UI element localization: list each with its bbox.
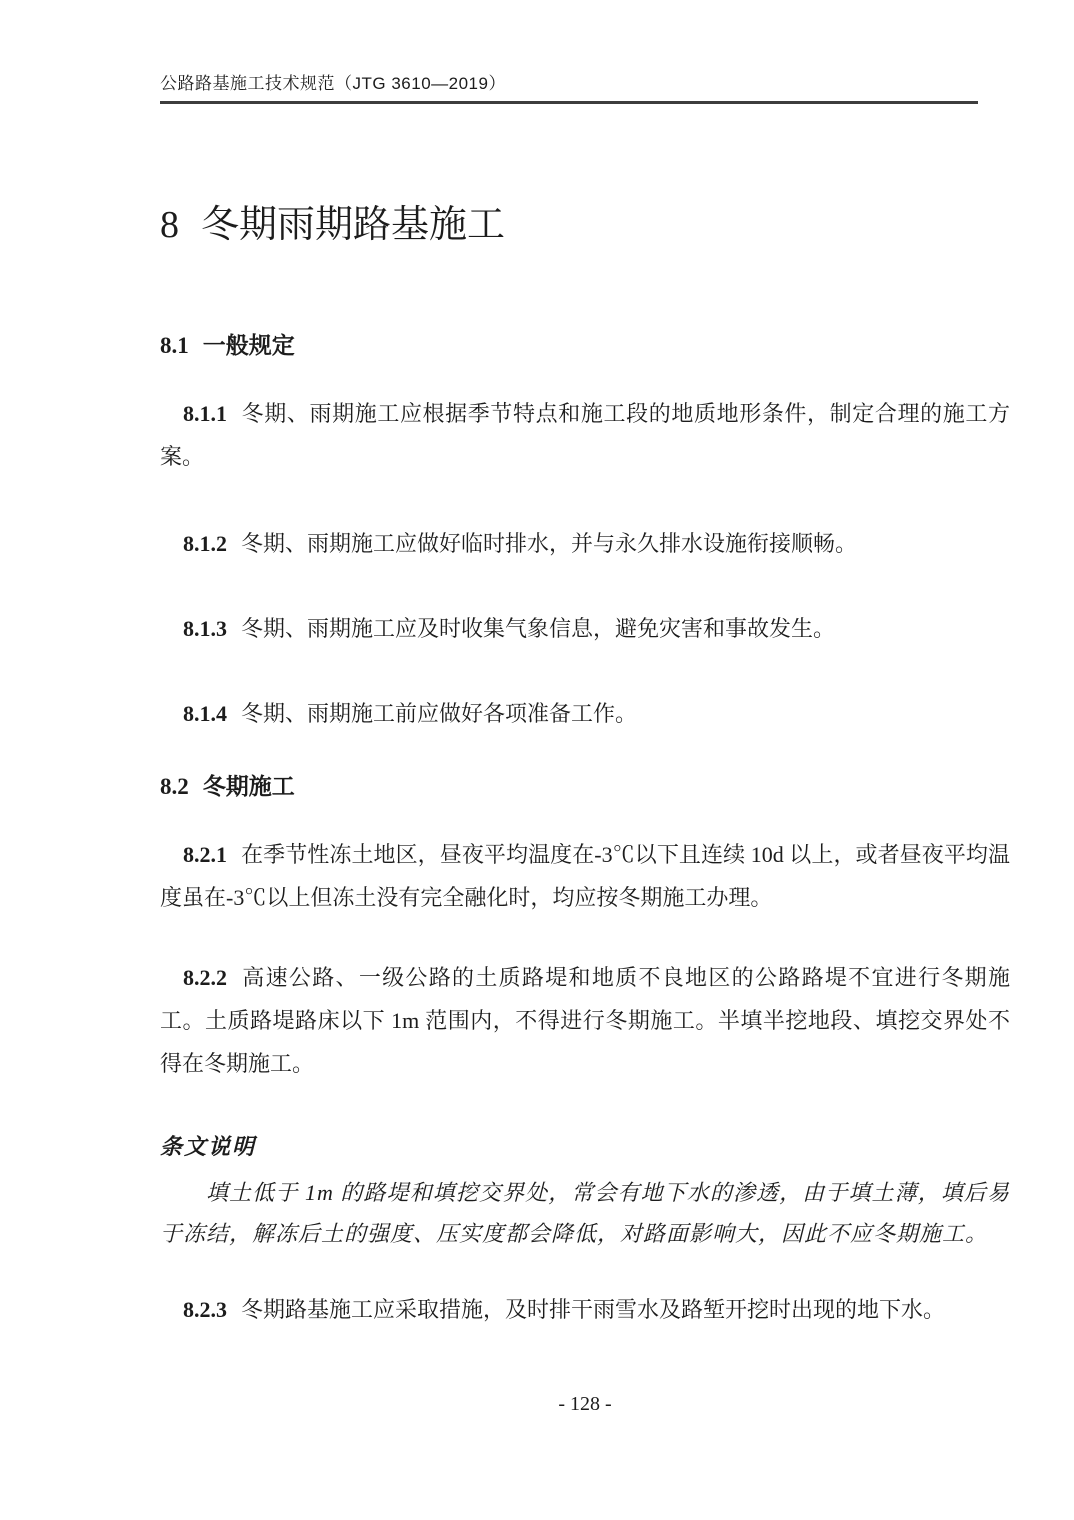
section-label: 冬期施工 bbox=[202, 773, 295, 799]
clause-8-1-4 bbox=[160, 692, 1010, 735]
running-header-title: 公路路基施工技术规范（JTG 3610—2019） bbox=[160, 74, 506, 93]
page-footer bbox=[160, 1392, 1010, 1416]
clause-text: 冬期、雨期施工应及时收集气象信息，避免灾害和事故发生。 bbox=[241, 616, 836, 641]
chapter-number: 8 bbox=[160, 204, 179, 246]
clause-number: 8.1.2 bbox=[183, 531, 227, 556]
clause-8-2-1 bbox=[160, 833, 1010, 919]
clause-number: 8.1.4 bbox=[183, 701, 227, 726]
clause-text: 冬期、雨期施工前应做好各项准备工作。 bbox=[241, 701, 638, 726]
clause-number: 8.1.1 bbox=[183, 401, 227, 426]
clause-8-2-2 bbox=[160, 956, 1010, 1085]
clause-number: 8.2.1 bbox=[183, 842, 227, 867]
section-heading-8-1 bbox=[160, 329, 1010, 362]
clause-8-1-2 bbox=[160, 522, 1010, 565]
page-content bbox=[160, 0, 1010, 1331]
clause-8-1-1 bbox=[160, 392, 1010, 478]
running-header bbox=[160, 0, 978, 104]
clause-8-1-3 bbox=[160, 607, 1010, 650]
clause-text: 冬期、雨期施工应根据季节特点和施工段的地质地形条件，制定合理的施工方案。 bbox=[160, 401, 1010, 469]
chapter-title bbox=[160, 201, 1010, 249]
clause-text: 冬期、雨期施工应做好临时排水，并与永久排水设施衔接顺畅。 bbox=[241, 531, 858, 556]
clause-8-2-3 bbox=[160, 1288, 1010, 1331]
section-number: 8.1 bbox=[160, 333, 189, 358]
commentary-text: 填土低于 1m 的路堤和填挖交界处，常会有地下水的渗透，由于填土薄，填后易于冻结，解冻后土的强度、压实度都会降低，对路面影响大，因此不应冬期施工。 bbox=[160, 1180, 1010, 1246]
commentary-heading: 条文说明 bbox=[160, 1134, 257, 1159]
clause-text: 高速公路、一级公路的土质路堤和地质不良地区的公路路堤不宜进行冬期施工。土质路堤路床以下 1m 范围内，不得进行冬期施工。半填半挖地段、填挖交界处不得在冬期施工。 bbox=[160, 965, 1010, 1076]
section-number: 8.2 bbox=[160, 774, 189, 799]
clause-number: 8.1.3 bbox=[183, 616, 227, 641]
chapter-title-text: 冬期雨期路基施工 bbox=[201, 204, 506, 246]
clause-number: 8.2.2 bbox=[183, 965, 227, 990]
section-label: 一般规定 bbox=[202, 332, 295, 358]
clause-text: 在季节性冻土地区，昼夜平均温度在-3℃以下且连续 10d 以上，或者昼夜平均温度虽在-3℃以上但冻土没有完全融化时，均应按冬期施工办理。 bbox=[160, 842, 1010, 910]
page-number: - 128 - bbox=[558, 1393, 612, 1415]
clause-number: 8.2.3 bbox=[183, 1297, 227, 1322]
clause-text: 冬期路基施工应采取措施，及时排干雨雪水及路堑开挖时出现的地下水。 bbox=[241, 1297, 946, 1322]
section-heading-8-2 bbox=[160, 770, 1010, 803]
